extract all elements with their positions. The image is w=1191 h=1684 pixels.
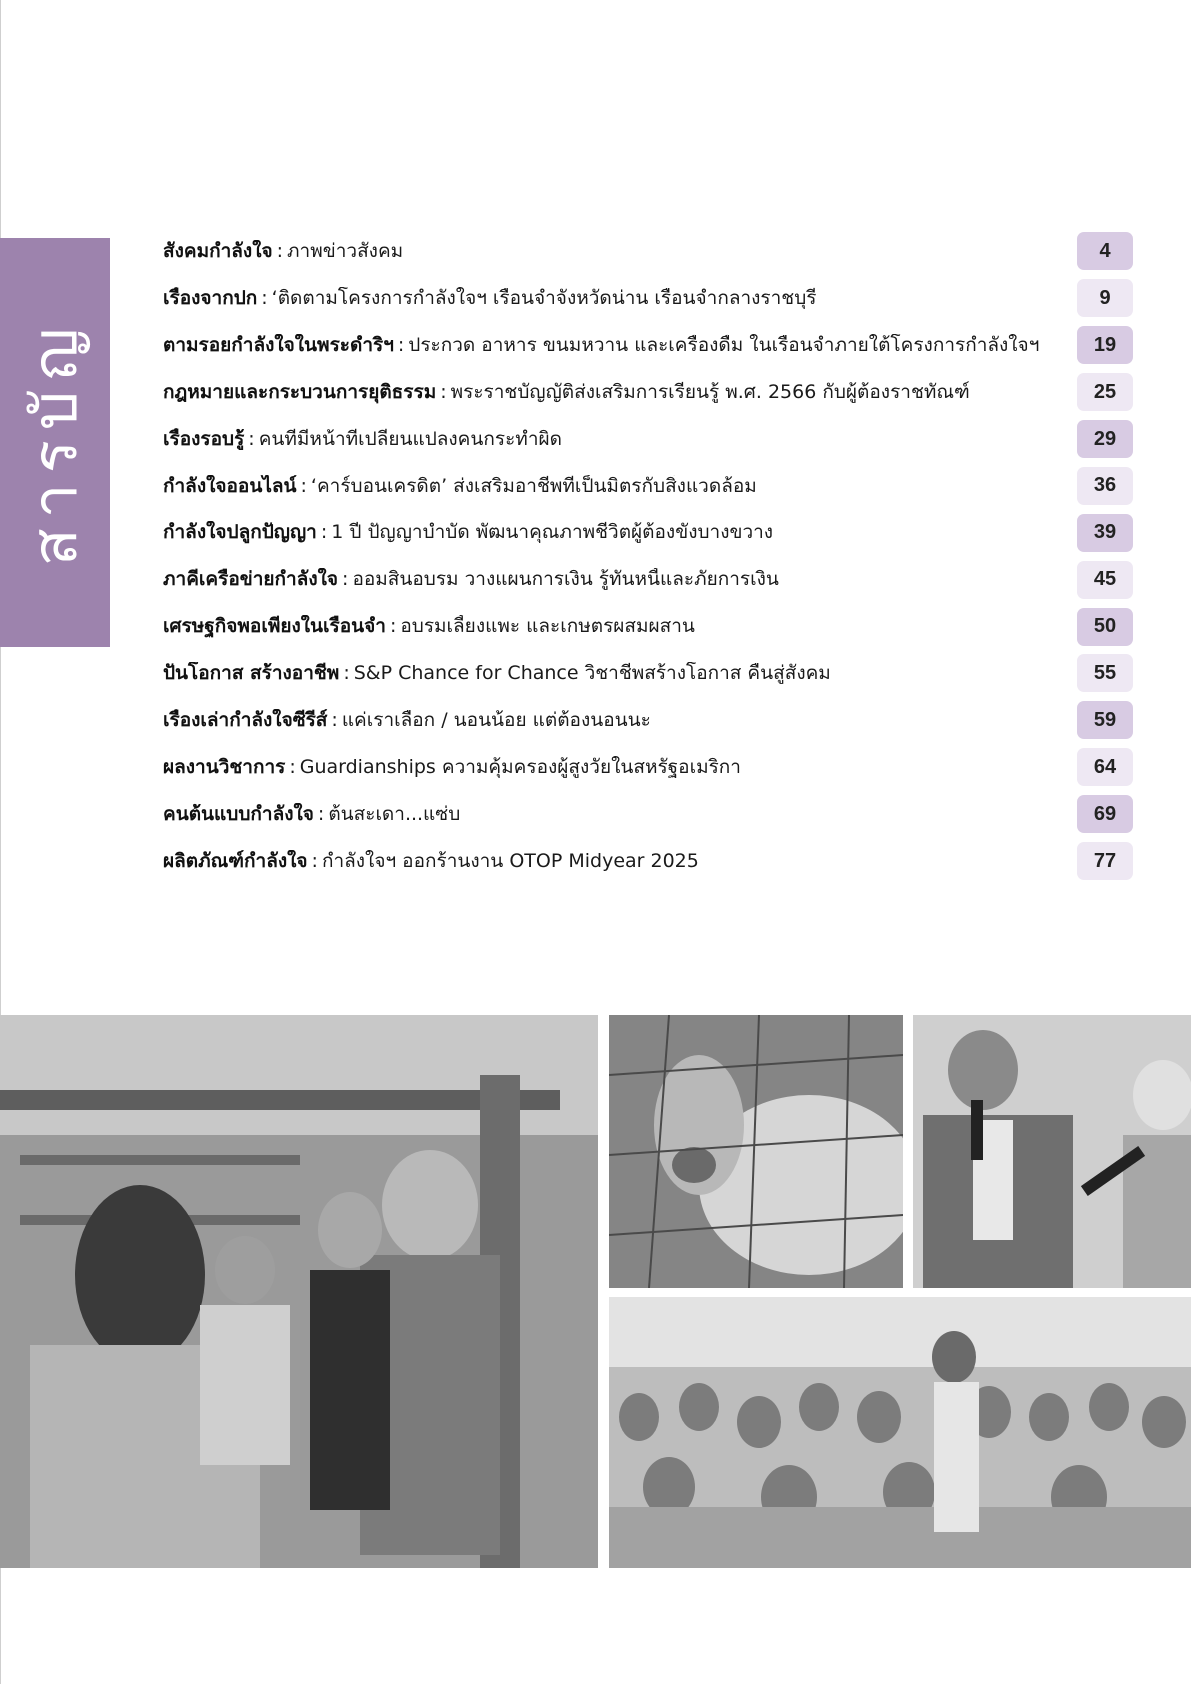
toc-entry-text — [163, 615, 1063, 638]
toc-section-name: กฎหมายและกระบวนการยุติธรรม — [163, 380, 437, 403]
toc-entry[interactable] — [163, 509, 1133, 556]
photo-goat — [609, 1015, 903, 1288]
toc-page-number[interactable]: 45 — [1077, 561, 1133, 599]
toc-entry-text — [163, 756, 1063, 779]
toc-entry[interactable] — [163, 556, 1133, 603]
toc-entry[interactable] — [163, 603, 1133, 650]
toc-page-number[interactable]: 29 — [1077, 420, 1133, 458]
toc-section-name: เรื่องจากปก — [163, 286, 258, 309]
toc-separator: : — [289, 755, 296, 778]
toc-article-title: กำลังใจฯ ออกร้านงาน OTOP Midyear 2025 — [321, 849, 699, 872]
toc-section-name: เรื่องเล่ากำลังใจซีรีส์ — [163, 708, 328, 731]
toc-entry[interactable] — [163, 369, 1133, 416]
toc-section-name: เรื่องรอบรู้ — [163, 427, 245, 450]
toc-page-number[interactable]: 69 — [1077, 795, 1133, 833]
toc-section-name: ผลงานวิชาการ — [163, 755, 286, 778]
toc-entry[interactable] — [163, 322, 1133, 369]
toc-entry[interactable] — [163, 838, 1133, 885]
toc-page-number[interactable]: 50 — [1077, 608, 1133, 646]
toc-entry-text — [163, 381, 1063, 404]
toc-article-title: ต้นสะเดา...แซ่บ — [328, 802, 461, 825]
toc-entry[interactable] — [163, 791, 1133, 838]
toc-separator: : — [397, 333, 405, 356]
toc-section-name: เศรษฐกิจพอเพียงในเรือนจำ — [163, 615, 386, 638]
toc-section-name: ปันโอกาส สร้างอาชีพ — [163, 662, 340, 685]
photo-speaker — [913, 1015, 1191, 1288]
toc-article-title: Guardianships ความคุ้มครองผู้สูงวัยในสหรัฐอเมริกา — [299, 755, 741, 778]
toc-entry-text — [163, 850, 1063, 873]
toc-entry-text — [163, 568, 1063, 591]
toc-page-number[interactable]: 64 — [1077, 748, 1133, 786]
toc-page-number[interactable]: 9 — [1077, 279, 1133, 317]
toc-article-title: ออมสินอบรม วางแผนการเงิน รู้ทันหนี้และภัยการเงิน — [352, 568, 779, 591]
toc-separator: : — [343, 662, 350, 685]
toc-page-number[interactable]: 25 — [1077, 373, 1133, 411]
toc-page-number[interactable]: 4 — [1077, 232, 1133, 270]
toc-separator: : — [311, 849, 318, 872]
photo-training-session — [609, 1297, 1191, 1568]
toc-page-number[interactable]: 55 — [1077, 654, 1133, 692]
toc-entry-text — [163, 428, 1063, 451]
toc-entry-text — [163, 709, 1063, 732]
toc-article-title: ประกวด อาหาร ขนมหวาน และเครื่องดื่ม ในเรือนจำภายใต้โครงการกำลังใจฯ — [408, 333, 1040, 356]
toc-page-number[interactable]: 59 — [1077, 701, 1133, 739]
toc-separator: : — [317, 802, 325, 825]
toc-article-title: ‘ติดตามโครงการกำลังใจฯ เรือนจำจังหวัดน่าน เรือนจำกลางราชบุรี — [271, 286, 817, 309]
photo-loom-visit — [0, 1015, 598, 1568]
toc-article-title: พระราชบัญญัติส่งเสริมการเรียนรู้ พ.ศ. 2566 กับผู้ต้องราชทัณฑ์ — [450, 380, 970, 403]
toc-separator: : — [248, 427, 255, 450]
toc-entry-text — [163, 334, 1063, 357]
toc-page-number[interactable]: 19 — [1077, 326, 1133, 364]
toc-separator: : — [440, 380, 447, 403]
toc-article-title: แค่เราเลือก / นอนน้อย แต่ต้องนอนนะ — [341, 708, 651, 731]
toc-entry-text — [163, 475, 1063, 498]
toc-section-name: กำลังใจออนไลน์ — [163, 474, 297, 497]
toc-section-name: ตามรอยกำลังใจในพระดำริฯ — [163, 333, 394, 356]
toc-page-number[interactable]: 77 — [1077, 842, 1133, 880]
toc-entry[interactable] — [163, 275, 1133, 322]
toc-section-name: ภาคีเครือข่ายกำลังใจ — [163, 568, 339, 591]
contents-side-tab — [0, 238, 110, 647]
toc-entry-text — [163, 803, 1063, 826]
toc-section-name: กำลังใจปลูกปัญญา — [163, 521, 317, 544]
toc-entry[interactable] — [163, 416, 1133, 463]
toc-entry-text — [163, 521, 1063, 544]
toc-entry-text — [163, 287, 1063, 310]
toc-article-title: ภาพข่าวสังคม — [287, 240, 404, 263]
toc-section-name: สังคมกำลังใจ — [163, 240, 273, 263]
toc-page-number[interactable]: 39 — [1077, 514, 1133, 552]
toc-separator: : — [331, 708, 338, 731]
toc-entry[interactable] — [163, 744, 1133, 791]
toc-entry[interactable] — [163, 228, 1133, 275]
toc-separator: : — [342, 568, 349, 591]
toc-separator: : — [389, 615, 397, 638]
toc-separator: : — [276, 240, 284, 263]
toc-section-name: ผลิตภัณฑ์กำลังใจ — [163, 849, 308, 872]
contents-title: สารบัญ — [18, 317, 91, 567]
toc-section-name: คนต้นแบบกำลังใจ — [163, 802, 314, 825]
table-of-contents — [163, 228, 1133, 884]
toc-page-number[interactable]: 36 — [1077, 467, 1133, 505]
toc-article-title: คนที่มีหน้าที่เปลี่ยนแปลงคนกระทำผิด — [258, 427, 562, 450]
toc-entry[interactable] — [163, 462, 1133, 509]
toc-article-title: อบรมเลี้ยงแพะ และเกษตรผสมผสาน — [400, 615, 695, 638]
toc-entry-text — [163, 662, 1063, 685]
toc-article-title: 1 ปี ปัญญาบำบัด พัฒนาคุณภาพชีวิตผู้ต้องขังบางขวาง — [331, 521, 774, 544]
toc-article-title: S&P Chance for Chance วิชาชีพสร้างโอกาส คืนสู่สังคม — [353, 662, 831, 685]
toc-entry[interactable] — [163, 697, 1133, 744]
toc-separator: : — [261, 286, 268, 309]
toc-entry[interactable] — [163, 650, 1133, 697]
toc-article-title: ‘คาร์บอนเครดิต’ ส่งเสริมอาชีพที่เป็นมิตรกับสิ่งแวดล้อม — [310, 474, 757, 497]
toc-separator: : — [300, 474, 307, 497]
toc-separator: : — [320, 521, 328, 544]
toc-entry-text — [163, 240, 1063, 263]
